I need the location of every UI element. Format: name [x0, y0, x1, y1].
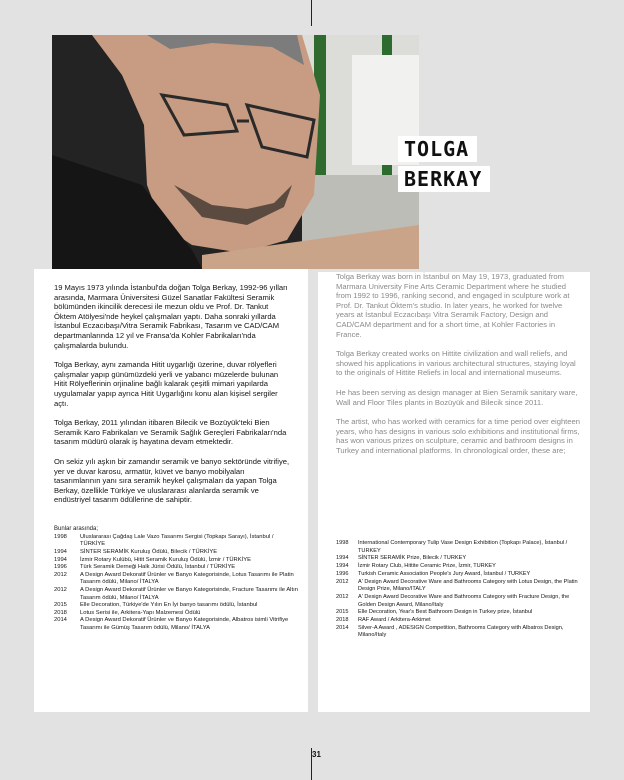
award-text: Elle Decoration, Türkiye'de Yılın En İyi banyo tasarımı ödülü, İstanbul — [80, 602, 258, 609]
award-year: 1994 — [336, 555, 349, 562]
award-text: A' Design Award Decorative Ware and Bathrooms Category with Lotus Design, the Platin Design Prize, Milano/ITALY — [358, 578, 578, 593]
award-year: 2018 — [336, 617, 349, 624]
award-text: International Contemporary Tulip Vase Design Exhibition (Topkapı Palace), İstanbul / TURKEY — [358, 540, 568, 554]
name-last-text: BERKAY — [398, 166, 490, 192]
en-paragraph: The artist, who has worked with ceramics for a time period over eighteen years, who has designs in various solo exhibitions and institutional firms, has won various prizes on sculpture, ceramic and bathroom designs in Turkey and international platforms. In chronological order, these are; — [336, 417, 580, 455]
tr-paragraph: Tolga Berkay, aynı zamanda Hitit uygarlığı üzerine, duvar rölyefleri çalışmalar yapıp günümüzdeki yerli ve yabancı müzelerde bulunan Hitit Rölyeflerinin orjinaline bağlı kalarak çeşitli mimari yapılarda uygulamalar yapıp ayrıca Hitit Uygarlığını konu alan kişisel sergiler açtı. — [54, 360, 279, 408]
award-year: 1998 — [336, 540, 349, 546]
award-item — [54, 564, 308, 572]
portrait-photo — [52, 35, 419, 269]
award-item — [336, 594, 590, 609]
tr-awards-heading: Bunlar arasında; — [54, 525, 99, 532]
award-text: RAF Award / Arkitera-Arkimet — [358, 617, 431, 624]
award-year: 1994 — [336, 563, 349, 570]
award-year: 2015 — [54, 602, 67, 609]
award-text: Uluslararası Çağdaş Lale Vazo Tasarımı Sergisi (Topkapı Sarayı), İstanbul / TÜRKİYE — [80, 533, 274, 548]
award-item — [336, 609, 590, 617]
award-year: 1996 — [54, 564, 67, 571]
tr-paragraph: On sekiz yılı aşkın bir zamandır seramik ve banyo sektöründe vitrifiye, yer ve duvar karosu, armatür, küvet ve banyo mobilyaları tasarımlarının yanı sıra seramik heykel çalışmaları da yapan Tolga Berkay, özellikle Türkiye ve uluslararası alanlarda seramik ve endüstriyel tasarım ödüllerine de sahiptir. — [54, 456, 290, 505]
award-text: A Design Award Dekoratif Ürünler ve Banyo Kategorisinde, Albatros isimli Vitrifiye Tasarımı ile Gümüş Tasarım ödülü, Milano/ İTALYA — [80, 617, 289, 631]
award-item — [336, 563, 590, 571]
award-item — [336, 571, 590, 579]
award-text: İzmir Rotary Kulübü, Hitit Seramik Kuruluş Ödülü, İzmir / TÜRKİYE — [80, 556, 251, 563]
award-year: 1996 — [336, 570, 349, 577]
en-awards-list — [318, 540, 590, 640]
award-text: Lotus Serisi ile, Arkitera-Yapı Malzemesi Ödülü — [80, 609, 201, 616]
award-text: A' Design Award Decorative Ware and Bathrooms Category with Fracture Design, the Golden Design Award, Milano/Italy — [358, 593, 570, 608]
tr-paragraph: 19 Mayıs 1973 yılında İstanbul'da doğan Tolga Berkay, 1992-96 yılları arasında, Marmara Üniversitesi Güzel Sanatlar Fakültesi Seramik bölümünden ikincilik derecesi ile mezun oldu ve Prof. Dr. Tankut Öktem Atölyesi'nde heykel çalışmaları yaptı. Daha sonraki yıllarda İstanbul Eczacıbaşı/Vitra Seramik Fabrikası, Tasarım ve CAD/CAM departmanlarında 12 yıl ve Fransa'da Kohler Fabrikaları'nda çalışmalarda bulundu. — [54, 283, 288, 350]
award-year: 1998 — [54, 533, 67, 540]
award-year: 2014 — [336, 624, 349, 631]
award-item — [336, 540, 590, 555]
award-text: İzmir Rotary Club, Hittite Ceramic Prize, İzmir, TURKEY — [358, 563, 496, 570]
award-text: Silver-A Award , ADESIGN Competition, Bathrooms Category with Albatros Design, Milano/Italy — [358, 624, 564, 639]
award-item — [54, 534, 308, 549]
award-text: A Design Award Dekoratif Ürünler ve Banyo Kategorisinde, Lotus Tasarımı ile Platin Tasarım ödülü, Milano/ İTALYA — [80, 571, 294, 586]
award-item — [54, 572, 308, 587]
portrait-illustration — [52, 35, 419, 269]
award-item — [336, 579, 590, 594]
award-item — [336, 617, 590, 625]
award-year: 1994 — [54, 549, 67, 556]
en-paragraph: He has been serving as design manager at Bien Seramik sanitary ware, Wall and Floor Tiles plants in Bozüyük and Bilecik since 2011. — [336, 387, 578, 407]
award-year: 2012 — [336, 593, 349, 600]
name-last — [398, 166, 490, 192]
name-first-text: TOLGA — [398, 136, 477, 162]
award-item — [54, 549, 308, 557]
award-year: 2014 — [54, 617, 67, 624]
award-text: Turkish Ceramic Association People's Jury Award, İstanbul / TURKEY — [358, 570, 531, 577]
award-text: SİNTER SERAMİK Kuruluş Ödülü, Bilecik / TÜRKİYE — [80, 549, 218, 556]
award-year: 2012 — [54, 571, 67, 578]
award-text: SİNTER SERAMİK Prize, Bilecik / TURKEY — [358, 555, 467, 562]
en-paragraph: Tolga Berkay was born in İstanbul on May 19, 1973, graduated from Marmara University Fine Arts Ceramic Department where he studied from 1992 to 1996, ranking second, and engaged in sculpture work at Prof. Dr. Tankut Öktem's studio. In later years, he worked for twelve years at İstanbul Eczacıbaşı Vitra Seramik Factory, Design and CAD/CAM department and for a short time, at Kohler Factories in France. — [336, 272, 570, 339]
english-bio-column — [318, 272, 590, 712]
tr-paragraph: Tolga Berkay, 2011 yılından itibaren Bilecik ve Bozüyük'teki Bien Seramik Karo Fabrikaları ve Seramik Sağlık Gereçleri Fabrikaları'nda tasarım müdürü olarak iş hayatına devam etmektedir. — [54, 418, 287, 447]
en-paragraph: Tolga Berkay created works on Hittite civilization and wall reliefs, and showed his applications in various architectural structures, staying loyal to the originals of Hittite Reliefs in local and international museums. — [336, 349, 576, 378]
award-year: 2012 — [336, 578, 349, 585]
crop-mark-top — [311, 0, 312, 26]
award-year: 2018 — [54, 609, 67, 616]
award-item — [336, 625, 590, 640]
award-text: A Design Award Dekoratif Ürünler ve Banyo Kategorisinde, Fracture Tasarımı ile Altın Tasarım ödülü, Milano/ İTALYA — [80, 587, 298, 601]
award-year: 1994 — [54, 556, 67, 563]
page-number: 31 — [312, 750, 321, 759]
award-item — [54, 617, 308, 632]
award-item — [54, 587, 308, 602]
award-item — [54, 602, 308, 610]
award-text: Elle Decoration, Year's Best Bathroom Design in Turkey prize, İstanbul — [358, 609, 533, 616]
award-year: 2015 — [336, 609, 349, 616]
award-item — [336, 555, 590, 563]
tr-awards-list — [34, 534, 308, 633]
award-text: Türk Seramik Derneği Halk Jürisi Ödülü, İstanbul / TÜRKİYE — [80, 564, 236, 571]
award-year: 2012 — [54, 587, 67, 594]
name-first — [398, 136, 477, 162]
turkish-bio-column — [34, 269, 308, 712]
